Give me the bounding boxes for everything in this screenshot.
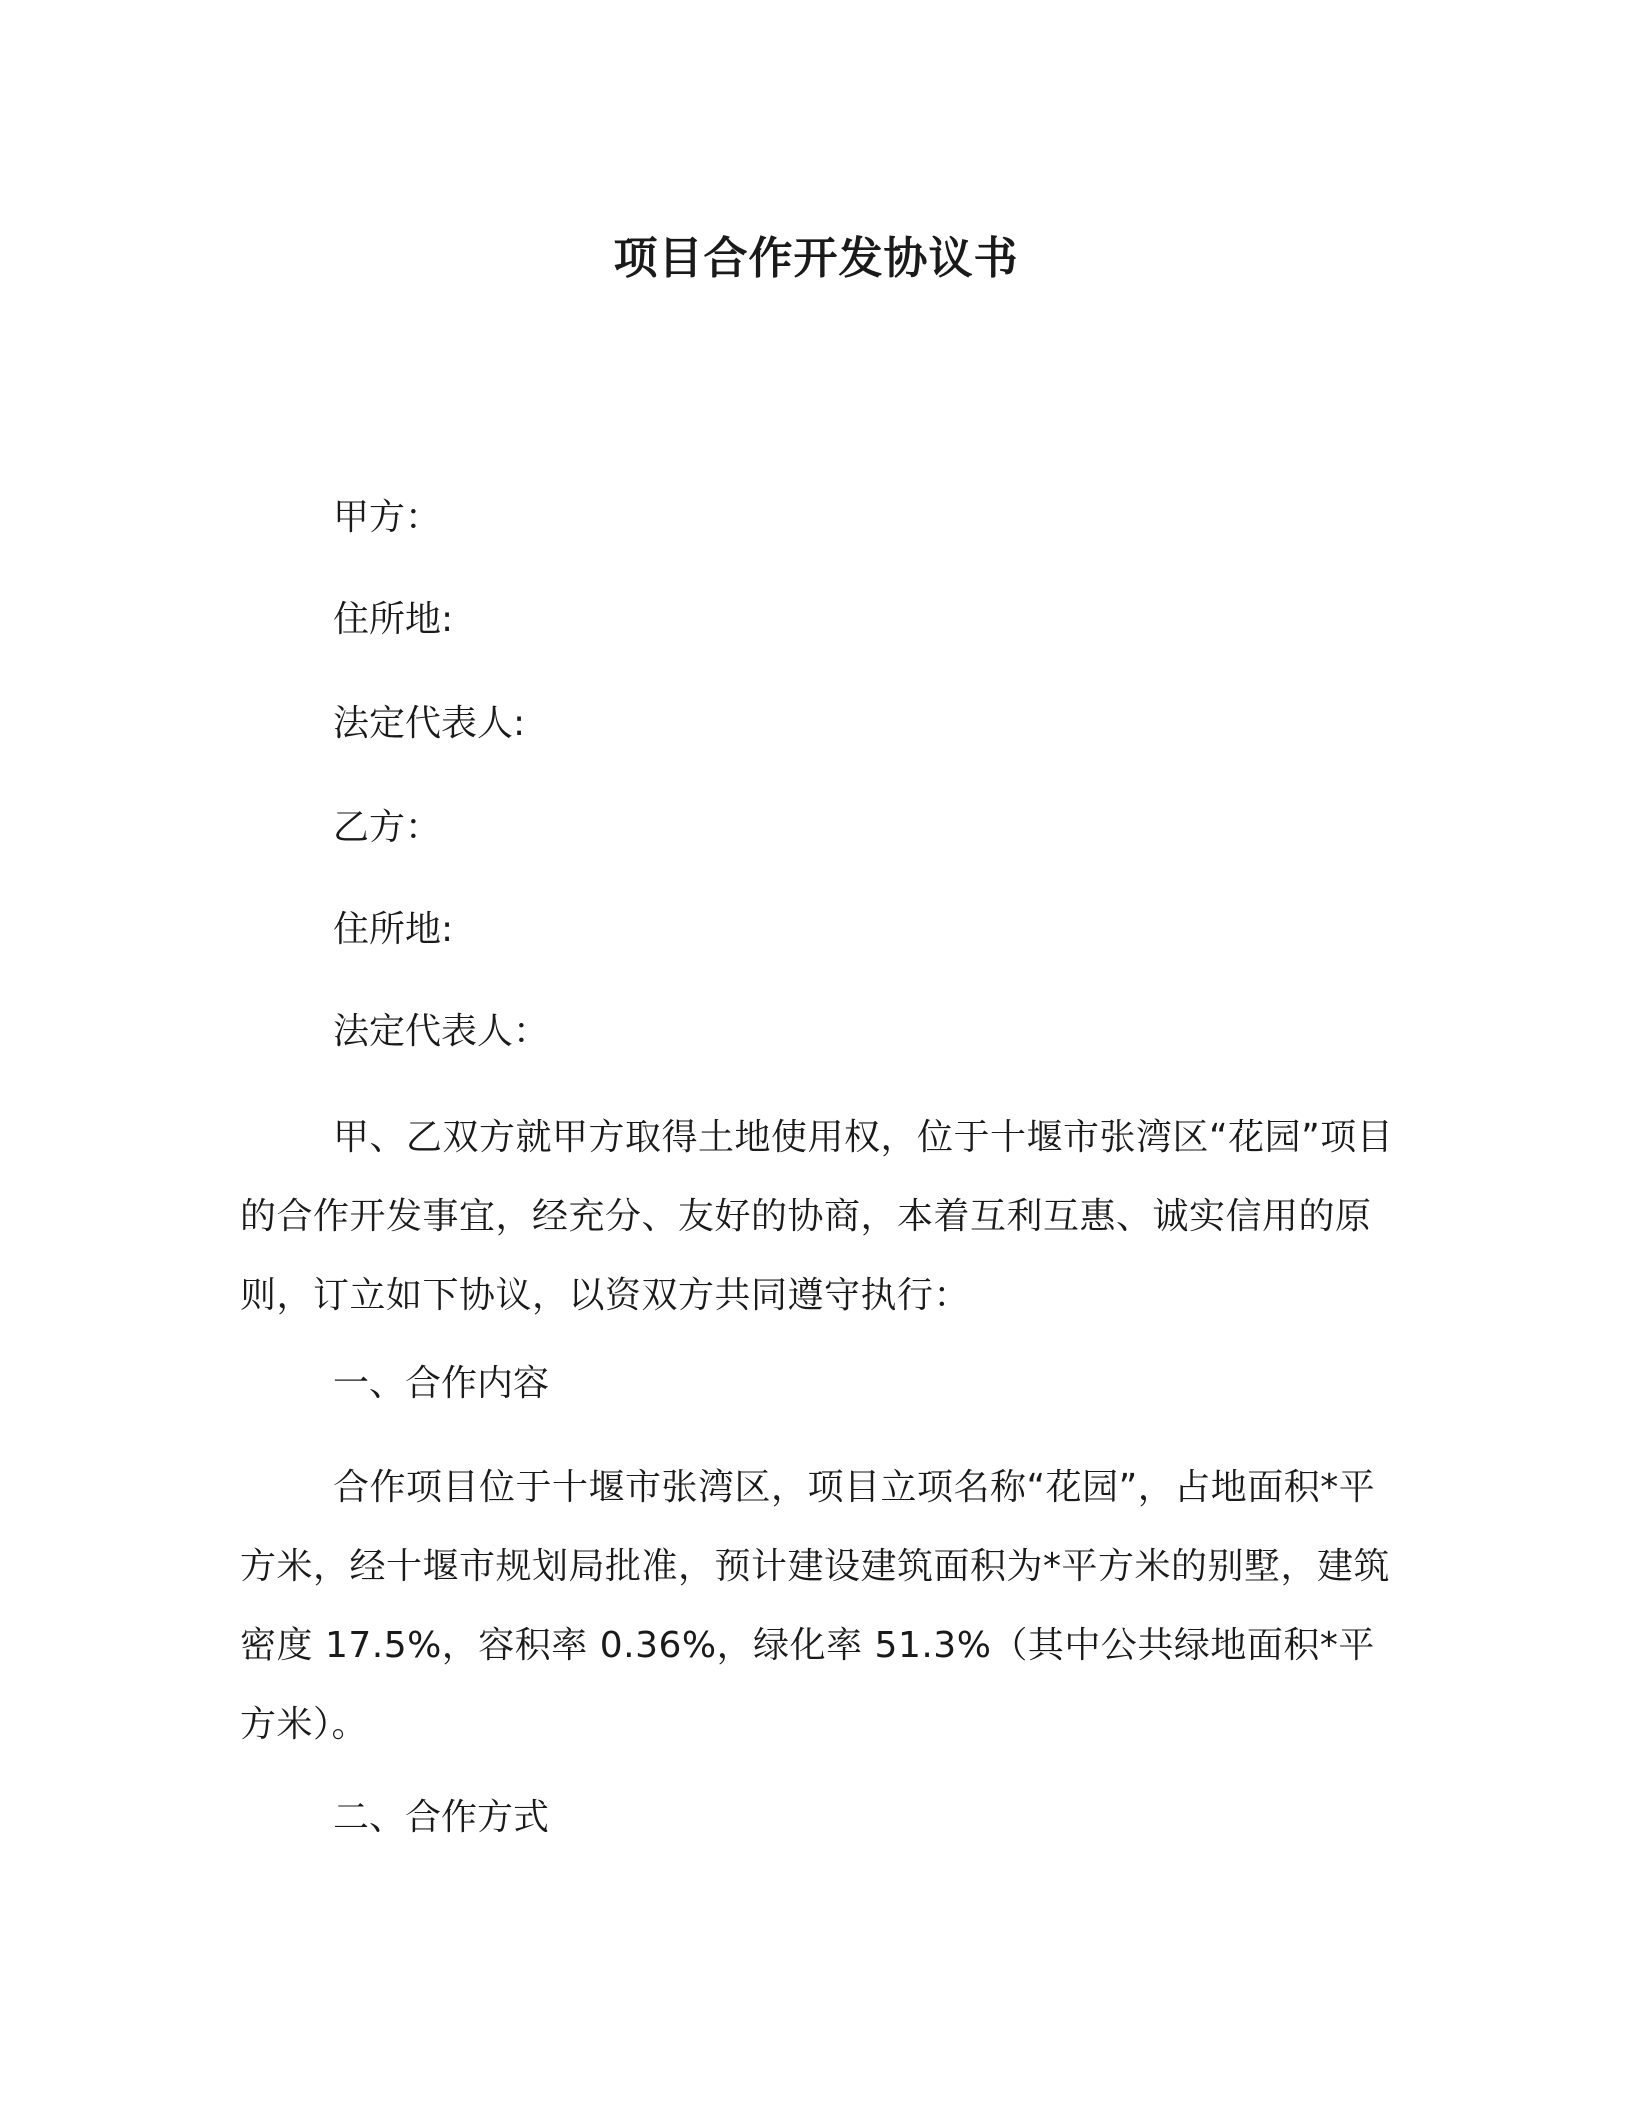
- section-1-body: 合作项目位于十堰市张湾区，项目立项名称“花园”，占地面积*平方米，经十堰市规划局批准，预计建设建筑面积为*平方米的别墅，建筑密度 17.5%，容积率 0.36%，绿化率 51.3%（其中公共绿地面积*平方米）。: [240, 1467, 1391, 1745]
- party-b-representative-label: 法定代表人：: [333, 1011, 550, 1052]
- party-b-address-label: 住所地:: [333, 909, 454, 950]
- party-a-label: 甲方：: [333, 497, 442, 538]
- section-2-heading: 二、合作方式: [333, 1797, 550, 1838]
- party-b-label: 乙方：: [333, 807, 442, 848]
- party-a-address-label: 住所地:: [333, 599, 454, 640]
- document-title: 项目合作开发协议书: [613, 233, 1019, 284]
- party-a-representative-label: 法定代表人:: [333, 703, 526, 744]
- intro-paragraph: 甲、乙双方就甲方取得土地使用权，位于十堰市张湾区“花园”项目的合作开发事宜，经充分、友好的协商，本着互利互惠、诚实信用的原则，订立如下协议，以资双方共同遵守执行：: [240, 1117, 1394, 1316]
- section-1-heading: 一、合作内容: [333, 1363, 550, 1404]
